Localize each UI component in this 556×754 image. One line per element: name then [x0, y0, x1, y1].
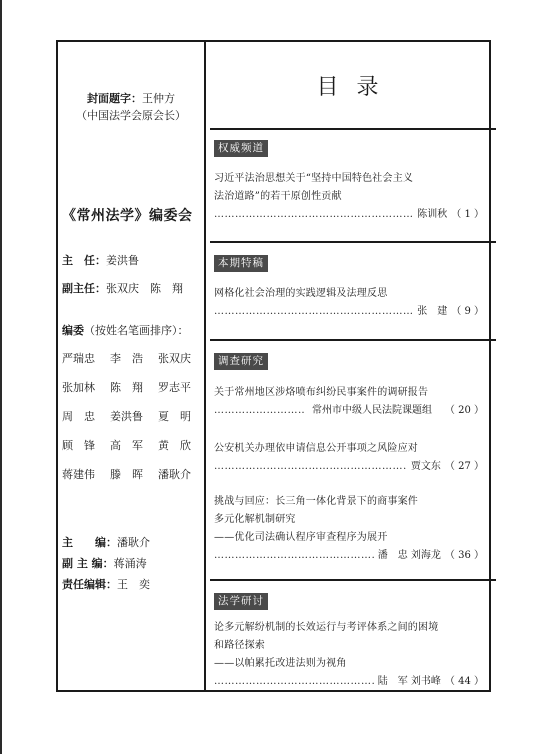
member-name: 张加林 — [62, 381, 95, 394]
article-author: 常州市中级人民法院课题组 — [312, 405, 432, 416]
vice-name: 蒋涌涛 — [113, 557, 147, 570]
toc-column — [206, 42, 489, 690]
article-page: （ 36 ） — [444, 550, 484, 561]
deputy-row — [62, 280, 183, 296]
article-byline — [214, 457, 484, 472]
section-rule — [210, 339, 496, 341]
member-name: 周 忠 — [62, 410, 95, 423]
member-name: 高 军 — [110, 439, 143, 452]
resp-label: 责任编辑： — [62, 578, 117, 591]
vice-label: 副 主 编： — [62, 557, 114, 570]
section-label-authority: 权威频道 — [214, 140, 268, 157]
article-title-line[interactable]: 多元化解机制研究 — [214, 514, 296, 525]
article-title-line[interactable]: 公安机关办理依申请信息公开事项之风险应对 — [214, 443, 418, 454]
article-page: （ 1 ） — [451, 209, 484, 220]
toc-title: 目录 — [316, 75, 397, 100]
deputy-label: 副主任： — [62, 282, 106, 295]
article-page: （ 44 ） — [444, 676, 484, 687]
article-byline — [214, 302, 484, 317]
chief-editor-row — [62, 534, 150, 550]
member-name: 夏 明 — [158, 410, 191, 423]
member-name: 滕 晖 — [110, 468, 143, 481]
article-subtitle-line[interactable]: ——以帕累托改进法则为视角 — [214, 658, 347, 669]
article-title-line[interactable]: 习近平法治思想关于“坚持中国特色社会主义 — [214, 173, 414, 184]
section-label-seminar: 法学研讨 — [214, 593, 268, 610]
responsible-editor-row — [62, 576, 150, 592]
leader-dots — [214, 550, 374, 561]
article-title-line[interactable]: 法治道路”的若干原创性贡献 — [214, 191, 342, 202]
vice-editor-row — [62, 555, 147, 571]
member-name: 顾 锋 — [62, 439, 95, 452]
article-page: （ 20 ） — [444, 405, 484, 416]
members-note: （按姓名笔画排序）： — [84, 324, 189, 337]
member-name: 严瑞忠 — [62, 352, 95, 365]
members-label: 编委 — [62, 324, 84, 337]
director-name: 姜洪鲁 — [106, 254, 139, 267]
section-label-feature: 本期特稿 — [214, 255, 268, 272]
article-author: 陆 军 刘书峰 — [377, 676, 441, 687]
member-name: 姜洪鲁 — [110, 410, 143, 423]
article-page: （ 27 ） — [444, 461, 484, 472]
leader-dots — [214, 676, 374, 687]
director-row — [62, 252, 139, 268]
article-title-line[interactable]: 论多元解纷机制的长效运行与考评体系之间的困境 — [214, 622, 439, 633]
article-author: 张 建 — [417, 306, 448, 317]
article-author: 贾文东 — [410, 461, 441, 472]
article-byline — [214, 401, 484, 416]
leader-dots — [214, 209, 413, 220]
member-name: 罗志平 — [158, 381, 191, 394]
chief-label: 主 编： — [62, 536, 117, 549]
leader-dots — [214, 405, 304, 416]
leader-dots — [214, 306, 413, 317]
article-author: 陈训秋 — [417, 209, 448, 220]
member-name: 蒋建伟 — [62, 468, 95, 481]
section-label-research: 调查研究 — [214, 353, 268, 370]
section-rule — [210, 241, 496, 243]
article-author: 潘 忠 刘海龙 — [377, 550, 441, 561]
member-name: 张双庆 — [158, 352, 191, 365]
cover-calligraphy-credit — [58, 90, 204, 124]
director-label: 主 任： — [62, 254, 106, 267]
article-byline — [214, 205, 484, 220]
members-heading — [62, 322, 189, 338]
article-byline — [214, 546, 484, 561]
board-title: 《常州法学》编委会 — [62, 208, 193, 224]
article-page: （ 9 ） — [451, 306, 484, 317]
resp-name: 王 奕 — [117, 578, 150, 591]
chief-name: 潘耿介 — [117, 536, 150, 549]
page-edge — [0, 0, 2, 754]
article-subtitle-line[interactable]: ——优化司法确认程序审查程序为展开 — [214, 532, 388, 543]
article-title-line[interactable]: 和路径探索 — [214, 640, 265, 651]
article-title-line[interactable]: 挑战与回应：长三角一体化背景下的商事案件 — [214, 496, 418, 507]
member-name: 黄 欣 — [158, 439, 191, 452]
cover-label: 封面题字： — [87, 92, 142, 105]
cover-name: 王仲方 — [142, 92, 175, 105]
masthead-column — [58, 42, 204, 690]
member-name: 陈 翔 — [110, 381, 143, 394]
deputy-names: 张双庆 陈 翔 — [106, 282, 183, 295]
leader-dots — [214, 461, 407, 472]
contents-frame — [56, 40, 491, 692]
article-byline — [214, 672, 484, 687]
article-title-line[interactable]: 网格化社会治理的实践逻辑及法理反思 — [214, 288, 388, 299]
member-name: 潘耿介 — [158, 468, 191, 481]
section-rule — [210, 128, 496, 130]
section-rule — [210, 579, 496, 581]
article-title-line[interactable]: 关于常州地区涉烙喷布纠纷民事案件的调研报告 — [214, 387, 429, 398]
cover-note: （中国法学会原会长） — [76, 109, 186, 122]
member-name: 李 浩 — [110, 352, 143, 365]
